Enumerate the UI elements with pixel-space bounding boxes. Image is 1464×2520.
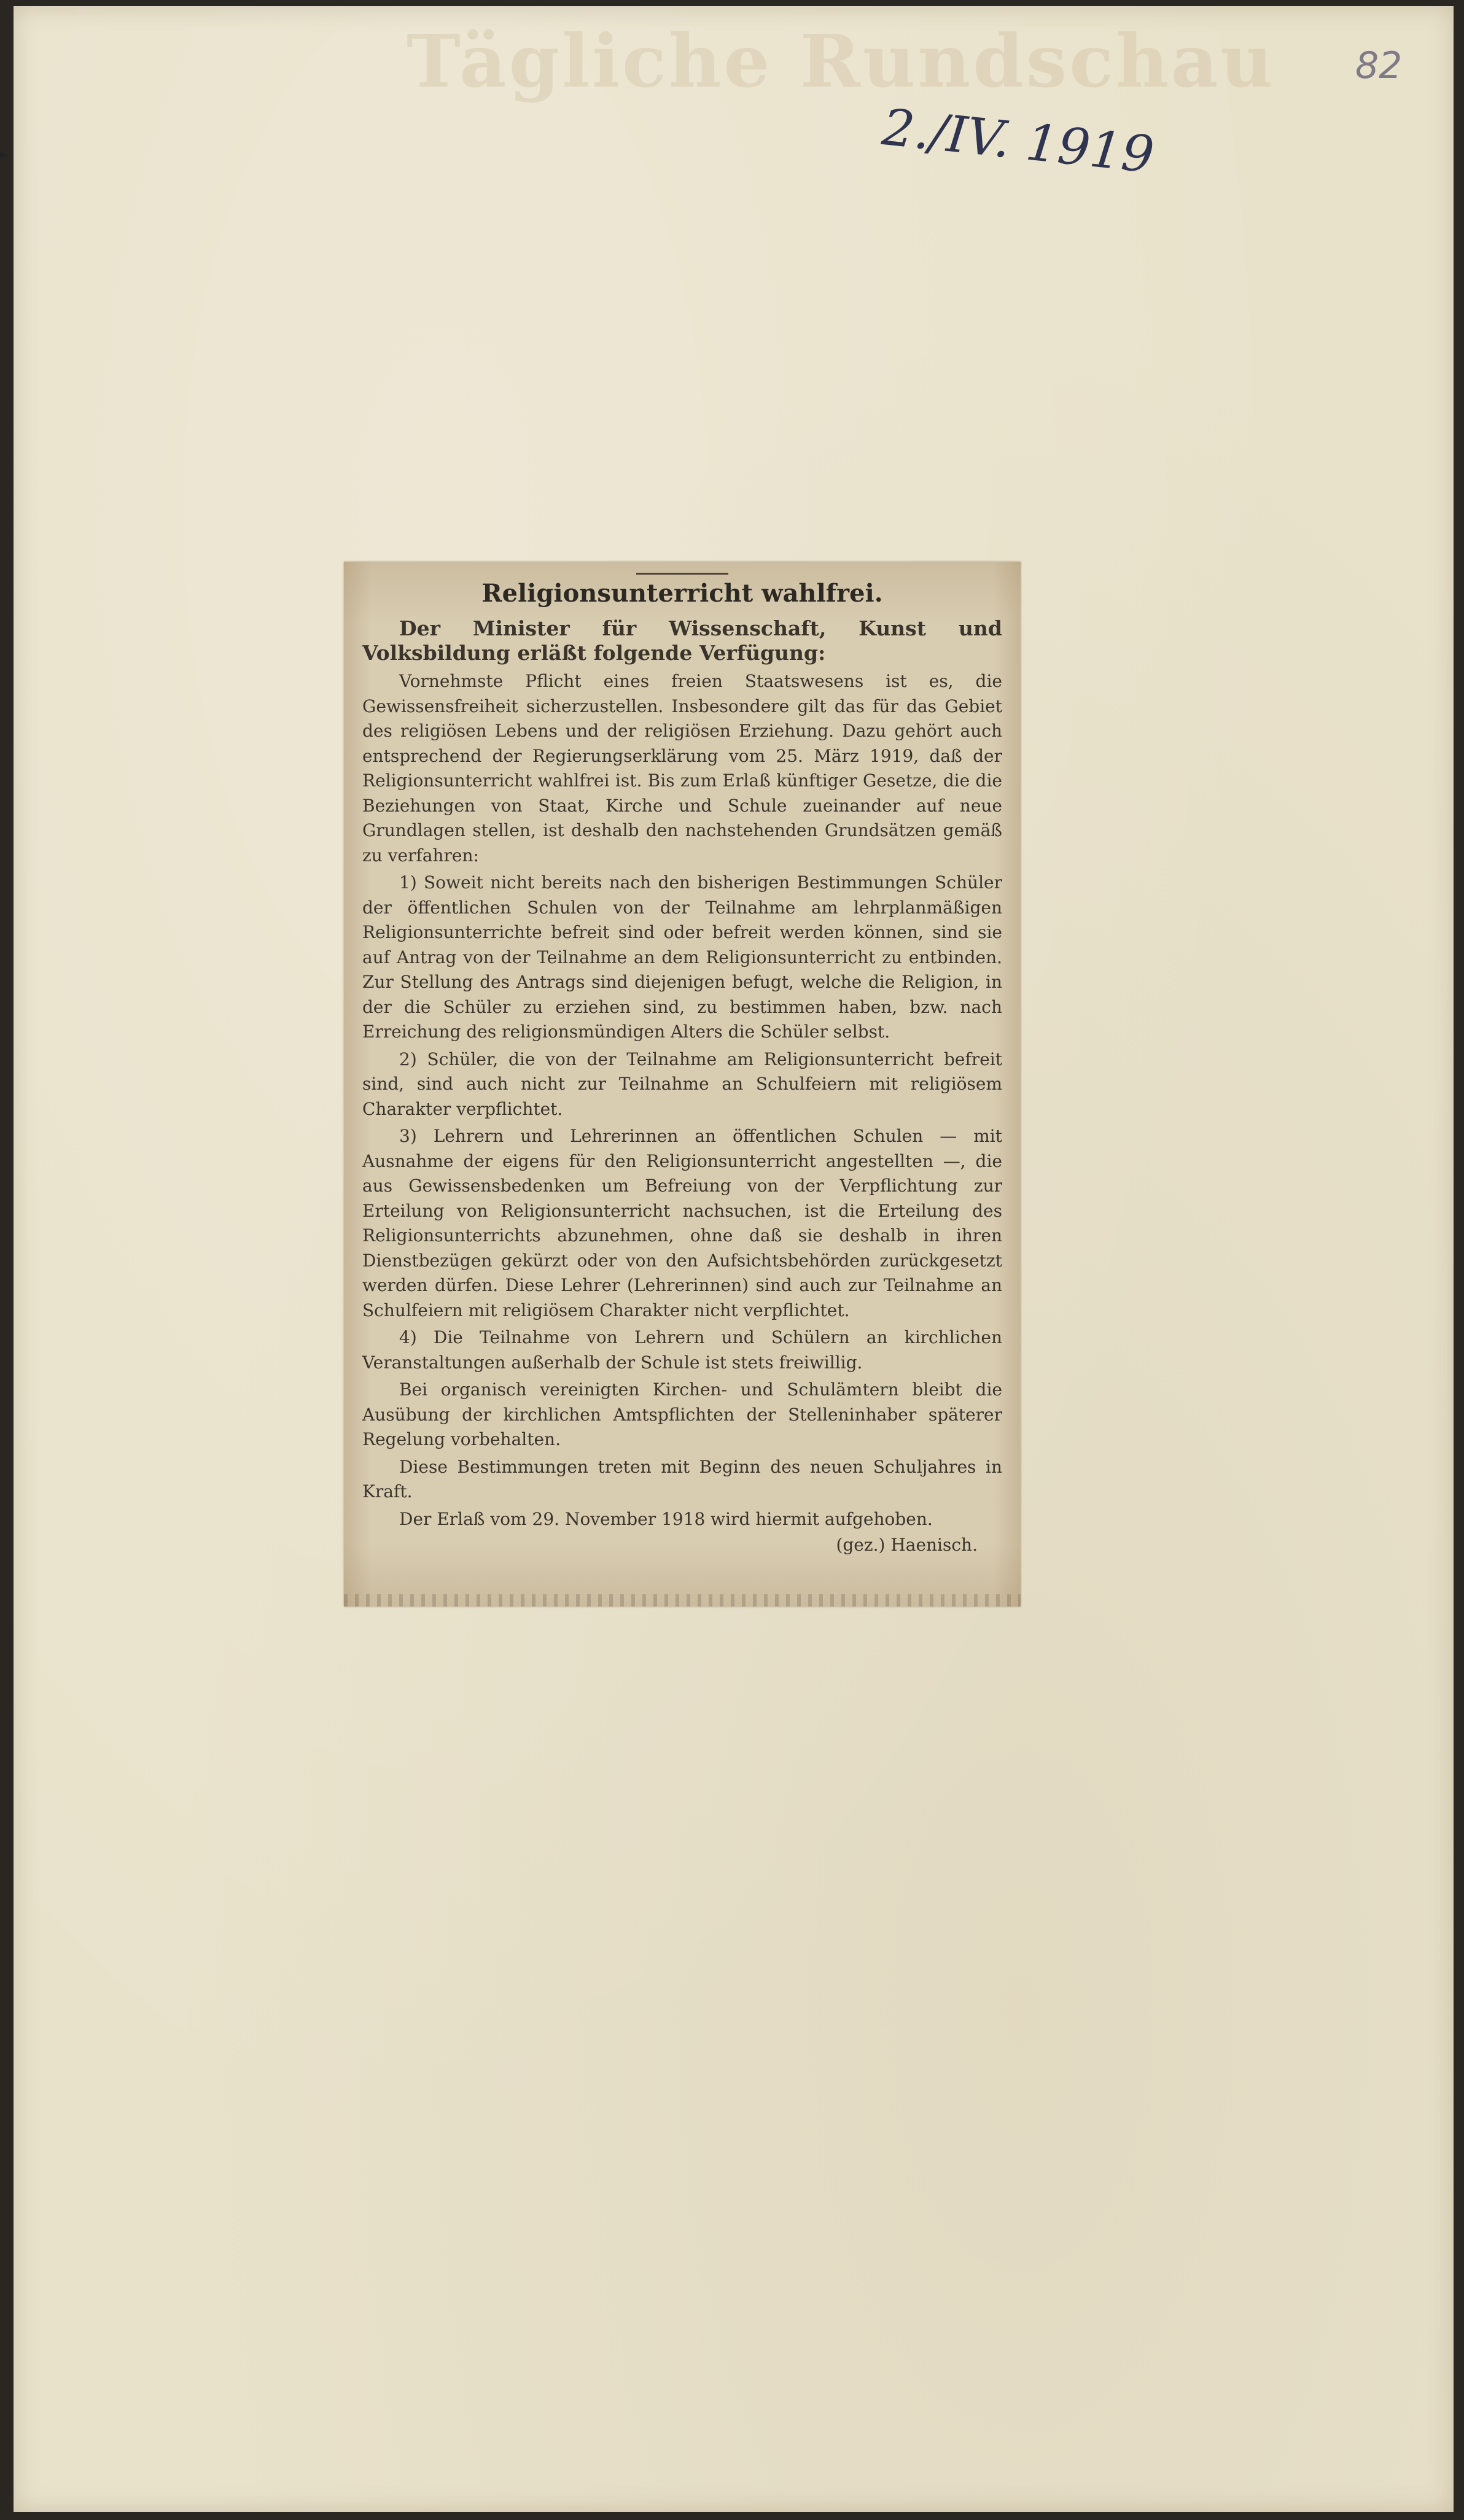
clipping-intro: Der Minister für Wissenschaft, Kunst und Volksbildung erläßt folgende Verfügung:	[362, 616, 1002, 665]
clipping-paragraph-offices: Bei organisch vereinigten Kirchen- und Schulämtern bleibt die Ausübung der kirchlichen Amtspflichten der Stelleninhaber späterer Regelung vorbehalten.	[362, 1379, 1002, 1449]
newspaper-clipping	[344, 562, 1021, 1607]
clipping-paragraph-1: 1) Soweit nicht bereits nach den bisherigen Bestimmungen Schüler der öffentlichen Schulen von der Teilnahme am lehrplanmäßigen Religionsunterrichte befreit sind oder befreit werden können, sind sie auf Antrag von der Teilnahme an dem Religionsunterricht zu entbinden. Zur Stellung des Antrags sind diejenigen befugt, welche die Religion, in der die Schüler zu erziehen sind, zu bestimmen haben, bzw. nach Erreichung des religionsmündigen Alters die Schüler selbst.	[362, 872, 1002, 1042]
faded-masthead: Tägliche Rundschau	[407, 18, 1276, 104]
clipping-torn-edge	[344, 1594, 1021, 1607]
clipping-signature: (gez.) Haenisch.	[836, 1535, 978, 1555]
archive-sheet	[14, 6, 1454, 2512]
edge-pointer-mark	[0, 152, 9, 158]
clipping-paragraph-effective: Diese Bestimmungen treten mit Beginn des neuen Schuljahres in Kraft.	[362, 1456, 1002, 1502]
clipping-paragraph-preamble: Vornehmste Pflicht eines freien Staatswesens ist es, die Gewissensfreiheit sicherzustellen. Insbesondere gilt das für das Gebiet des religiösen Lebens und der religiösen Erziehung. Dazu gehört auch entsprechend der Regierungserklärung vom 25. März 1919, daß der Religionsunterricht wahlfrei ist. Bis zum Erlaß künftiger Gesetze, die die Beziehungen von Staat, Kirche und Schule zueinander auf neue Grundlagen stellen, ist deshalb den nachstehenden Grundsätzen gemäß zu verfahren:	[362, 671, 1002, 866]
folio-number: 82	[1355, 44, 1403, 87]
clipping-top-rule	[636, 573, 728, 575]
clipping-paragraph-4: 4) Die Teilnahme von Lehrern und Schülern an kirchlichen Veranstaltungen außerhalb der Schule ist stets freiwillig.	[362, 1327, 1002, 1373]
clipping-title: Religionsunterricht wahlfrei.	[481, 579, 883, 608]
clipping-paragraph-3: 3) Lehrern und Lehrerinnen an öffentlichen Schulen — mit Ausnahme der eigens für den Religionsunterricht angestellten —, die aus Gewissensbedenken um Befreiung von der Verpflichtung zur Erteilung von Religionsunterricht nachsuchen, ist die Erteilung des Religionsunterrichts abzunehmen, ohne daß sie deshalb in ihren Dienstbezügen gekürzt oder von den Aufsichtsbehörden zurückgesetzt werden dürfen. Diese Lehrer (Lehrerinnen) sind auch zur Teilnahme an Schulfeiern mit religiösem Charakter nicht verpflichtet.	[362, 1126, 1002, 1320]
handwritten-date: 2./IV. 1919	[879, 98, 1157, 185]
clipping-paragraph-repeal: Der Erlaß vom 29. November 1918 wird hiermit aufgehoben.	[399, 1508, 933, 1529]
clipping-paragraph-2: 2) Schüler, die von der Teilnahme am Religionsunterricht befreit sind, sind auch nicht zur Teilnahme an Schulfeiern mit religiösem Charakter verpflichtet.	[362, 1049, 1002, 1119]
